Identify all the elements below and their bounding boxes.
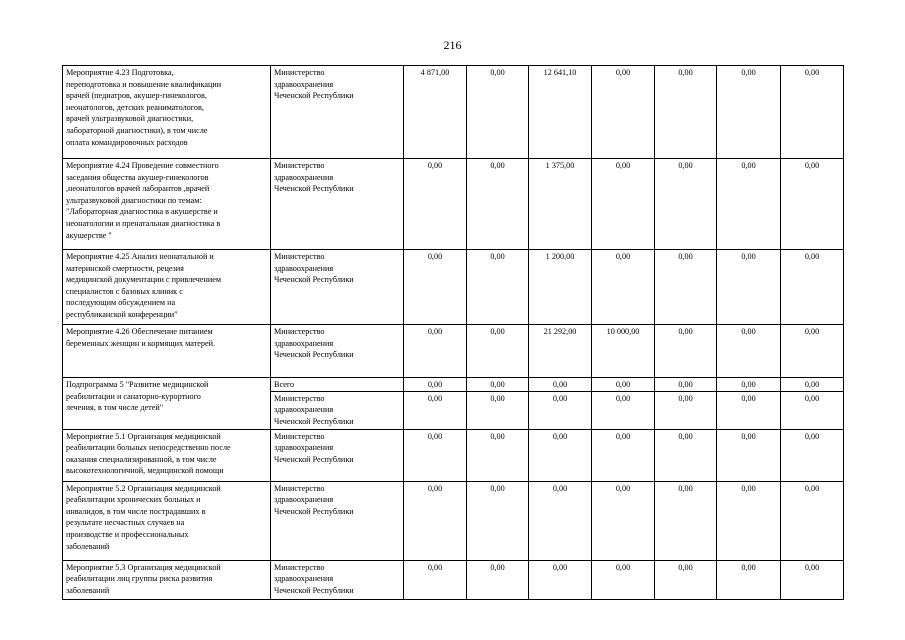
value-cell: 0,00: [592, 159, 655, 250]
value-cell: 0,00: [655, 560, 717, 599]
value-cell: 0,00: [467, 66, 529, 159]
value-cell: 0,00: [655, 325, 717, 378]
executor: Министерство здравоохранения Чеченской Республики: [271, 325, 404, 378]
value-cell: 0,00: [781, 560, 844, 599]
value-cell: 0,00: [529, 378, 592, 392]
value-cell: 0,00: [404, 378, 467, 392]
executor: Министерство здравоохранения Чеченской Республики: [271, 66, 404, 159]
table-row: [63, 325, 844, 378]
value-cell: 0,00: [717, 481, 781, 560]
value-cell: 0,00: [717, 560, 781, 599]
value-cell: 0,00: [655, 429, 717, 481]
value-cell: 0,00: [655, 250, 717, 325]
value-cell: 0,00: [404, 481, 467, 560]
value-cell: 0,00: [717, 66, 781, 159]
measure-name: Мероприятие 4.23 Подготовка, переподготовка и повышение квалификации врачей (педиатров, акушер-гинекологов, неонатологов, детских реаниматологов, врачей ультразвуковой диагностики, лабораторной диагностики), в том числе оплата командировочных расходов: [63, 66, 271, 159]
executor: Министерство здравоохранения Чеченской Республики: [271, 250, 404, 325]
value-cell: 0,00: [467, 560, 529, 599]
executor: Министерство здравоохранения Чеченской Республики: [271, 481, 404, 560]
value-cell: 0,00: [467, 250, 529, 325]
value-cell: 0,00: [404, 250, 467, 325]
value-cell: 0,00: [717, 429, 781, 481]
value-cell: 0,00: [404, 159, 467, 250]
value-cell: 0,00: [655, 481, 717, 560]
value-cell: 0,00: [467, 159, 529, 250]
value-cell: 0,00: [529, 560, 592, 599]
value-cell: 0,00: [592, 378, 655, 392]
table-row: [63, 481, 844, 560]
value-cell: 4 871,00: [404, 66, 467, 159]
executor: Министерство здравоохранения Чеченской Республики: [271, 159, 404, 250]
value-cell: 0,00: [467, 391, 529, 429]
value-cell: 1 375,00: [529, 159, 592, 250]
measure-name: Мероприятие 5.3 Организация медицинской реабилитации лиц группы риска развития заболеваний: [63, 560, 271, 599]
value-cell: 21 292,00: [529, 325, 592, 378]
value-cell: 0,00: [717, 378, 781, 392]
value-cell: 0,00: [467, 378, 529, 392]
value-cell: 0,00: [529, 481, 592, 560]
value-cell: 0,00: [592, 560, 655, 599]
value-cell: 0,00: [781, 66, 844, 159]
value-cell: 0,00: [592, 391, 655, 429]
value-cell: 0,00: [781, 481, 844, 560]
value-cell: 0,00: [781, 378, 844, 392]
value-cell: 0,00: [467, 481, 529, 560]
value-cell: 0,00: [592, 429, 655, 481]
budget-table: [62, 65, 844, 600]
value-cell: 0,00: [781, 391, 844, 429]
table-row: [63, 66, 844, 159]
subprogram-total-row: [63, 378, 844, 392]
executor: Министерство здравоохранения Чеченской Республики: [271, 391, 404, 429]
executor: Министерство здравоохранения Чеченской Республики: [271, 560, 404, 599]
value-cell: 0,00: [655, 66, 717, 159]
value-cell: 0,00: [717, 159, 781, 250]
table-row: [63, 560, 844, 599]
value-cell: 0,00: [781, 429, 844, 481]
value-cell: 0,00: [592, 481, 655, 560]
value-cell: 0,00: [717, 250, 781, 325]
value-cell: 10 000,00: [592, 325, 655, 378]
value-cell: 0,00: [467, 429, 529, 481]
value-cell: 0,00: [717, 391, 781, 429]
value-cell: 0,00: [404, 391, 467, 429]
value-cell: 0,00: [404, 560, 467, 599]
value-cell: 12 641,10: [529, 66, 592, 159]
value-cell: 0,00: [467, 325, 529, 378]
measure-name: Мероприятие 4.25 Анализ неонатальной и материнской смертности, рецезия медицинской документации с привлечением специалистов с базовых клиник с последующим обсуждением на республиканской конференции": [63, 250, 271, 325]
value-cell: 0,00: [717, 325, 781, 378]
executor: Министерство здравоохранения Чеченской Республики: [271, 429, 404, 481]
measure-name: Мероприятие 5.1 Организация медицинской реабилитации больных непосредственно после оказания специализированной, в том числе высокотехнологичной, медицинской помощи: [63, 429, 271, 481]
value-cell: 0,00: [592, 250, 655, 325]
value-cell: 0,00: [655, 159, 717, 250]
value-cell: 1 200,00: [529, 250, 592, 325]
value-cell: 0,00: [592, 66, 655, 159]
table-row: [63, 429, 844, 481]
measure-name: Мероприятие 5.2 Организация медицинской реабилитации хронических больных и инвалидов, в том числе пострадавших в результате несчастных случаев на производстве и профессиональных заболеваний: [63, 481, 271, 560]
table-row: [63, 250, 844, 325]
value-cell: 0,00: [781, 250, 844, 325]
value-cell: 0,00: [404, 429, 467, 481]
subprogram-name: Подпрограмма 5 "Развитие медицинской реабилитации и санаторно-курортного лечения, в том числе детей": [63, 378, 271, 430]
value-cell: 0,00: [655, 391, 717, 429]
page-number: 216: [443, 38, 462, 52]
value-cell: 0,00: [529, 429, 592, 481]
value-cell: 0,00: [781, 159, 844, 250]
table-row: [63, 159, 844, 250]
value-cell: 0,00: [404, 325, 467, 378]
measure-name: Мероприятие 4.26 Обеспечение питанием беременных женщин и кормящих матерей.: [63, 325, 271, 378]
measure-name: Мероприятие 4.24 Проведение совместного заседания общества акушер-гинекологов ,неонатологов врачей лаборантов ,врачей ультразвуковой диагностики по темам: "Лабораторная диагностика в акушерстве и неонатологии и пренатальная диагностика в акушерстве ": [63, 159, 271, 250]
value-cell: 0,00: [655, 378, 717, 392]
total-label: Всего: [271, 378, 404, 392]
value-cell: 0,00: [781, 325, 844, 378]
value-cell: 0,00: [529, 391, 592, 429]
